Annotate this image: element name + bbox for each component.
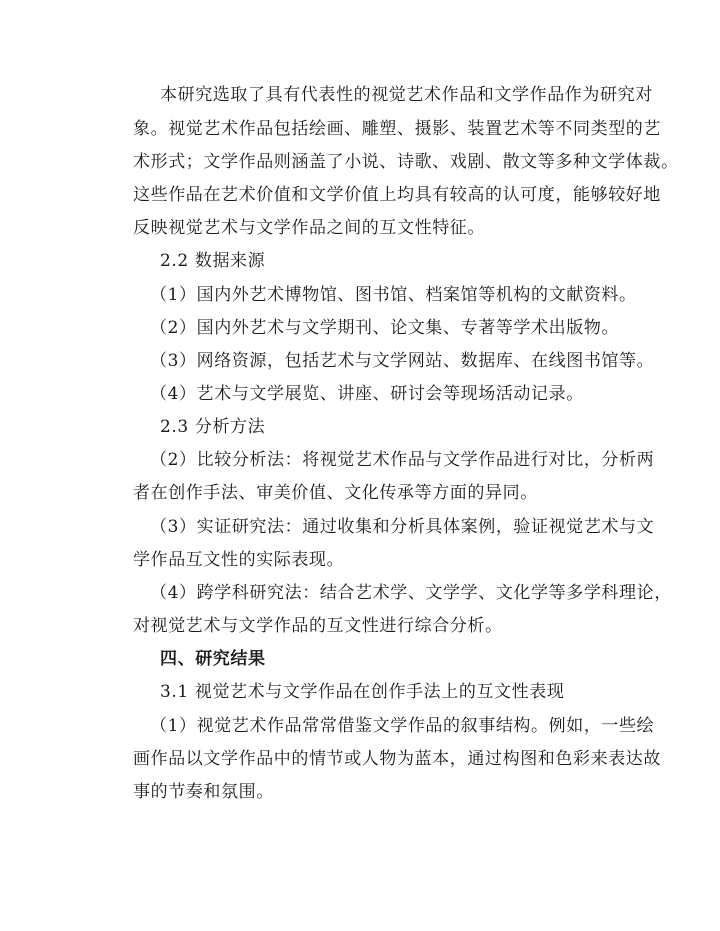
paragraph-line: 本研究选取了具有代表性的视觉艺术作品和文学作品作为研究对 <box>160 85 653 105</box>
paragraph-line: 象。视觉艺术作品包括绘画、雕塑、摄影、装置艺术等不同类型的艺 <box>133 119 661 139</box>
paragraph-line: 反映视觉艺术与文学作品之间的互文性特征。 <box>133 218 485 238</box>
list-item: （4）跨学科研究法：结合艺术学、文学学、文化学等多学科理论， <box>150 583 672 603</box>
list-item: （3）网络资源，包括艺术与文学网站、数据库、在线图书馆等。 <box>150 351 655 371</box>
list-item: （3）实证研究法：通过收集和分析具体案例，验证视觉艺术与文 <box>150 517 655 537</box>
chapter-heading: 四、研究结果 <box>160 649 266 669</box>
list-item: （2）国内外艺术与文学期刊、论文集、专著等学术出版物。 <box>150 318 620 338</box>
section-heading-2-3: 2.3 分析方法 <box>160 417 266 437</box>
paragraph-line: 学作品互文性的实际表现。 <box>133 550 345 570</box>
paragraph-line: 术形式；文学作品则涵盖了小说、诗歌、戏剧、散文等多种文学体裁。 <box>133 152 679 172</box>
list-item: （4）艺术与文学展览、讲座、研讨会等现场活动记录。 <box>150 384 584 404</box>
paragraph-line: 者在创作手法、审美价值、文化传承等方面的异同。 <box>133 483 538 503</box>
paragraph-line: 对视觉艺术与文学作品的互文性进行综合分析。 <box>133 616 503 636</box>
section-heading-2-2: 2.2 数据来源 <box>160 251 266 271</box>
list-item: （1）视觉艺术作品常常借鉴文学作品的叙事结构。例如，一些绘 <box>150 716 655 736</box>
list-item: （1）国内外艺术博物馆、图书馆、档案馆等机构的文献资料。 <box>150 285 637 305</box>
section-heading-3-1: 3.1 视觉艺术与文学作品在创作手法上的互文性表现 <box>160 682 565 702</box>
paragraph-line: 事的节奏和氛围。 <box>133 782 274 802</box>
paragraph-line: 这些作品在艺术价值和文学价值上均具有较高的认可度，能够较好地 <box>133 185 661 205</box>
list-item: （2）比较分析法：将视觉艺术作品与文学作品进行对比，分析两 <box>150 450 655 470</box>
paragraph-line: 画作品以文学作品中的情节或人物为蓝本，通过构图和色彩来表达故 <box>133 749 661 769</box>
